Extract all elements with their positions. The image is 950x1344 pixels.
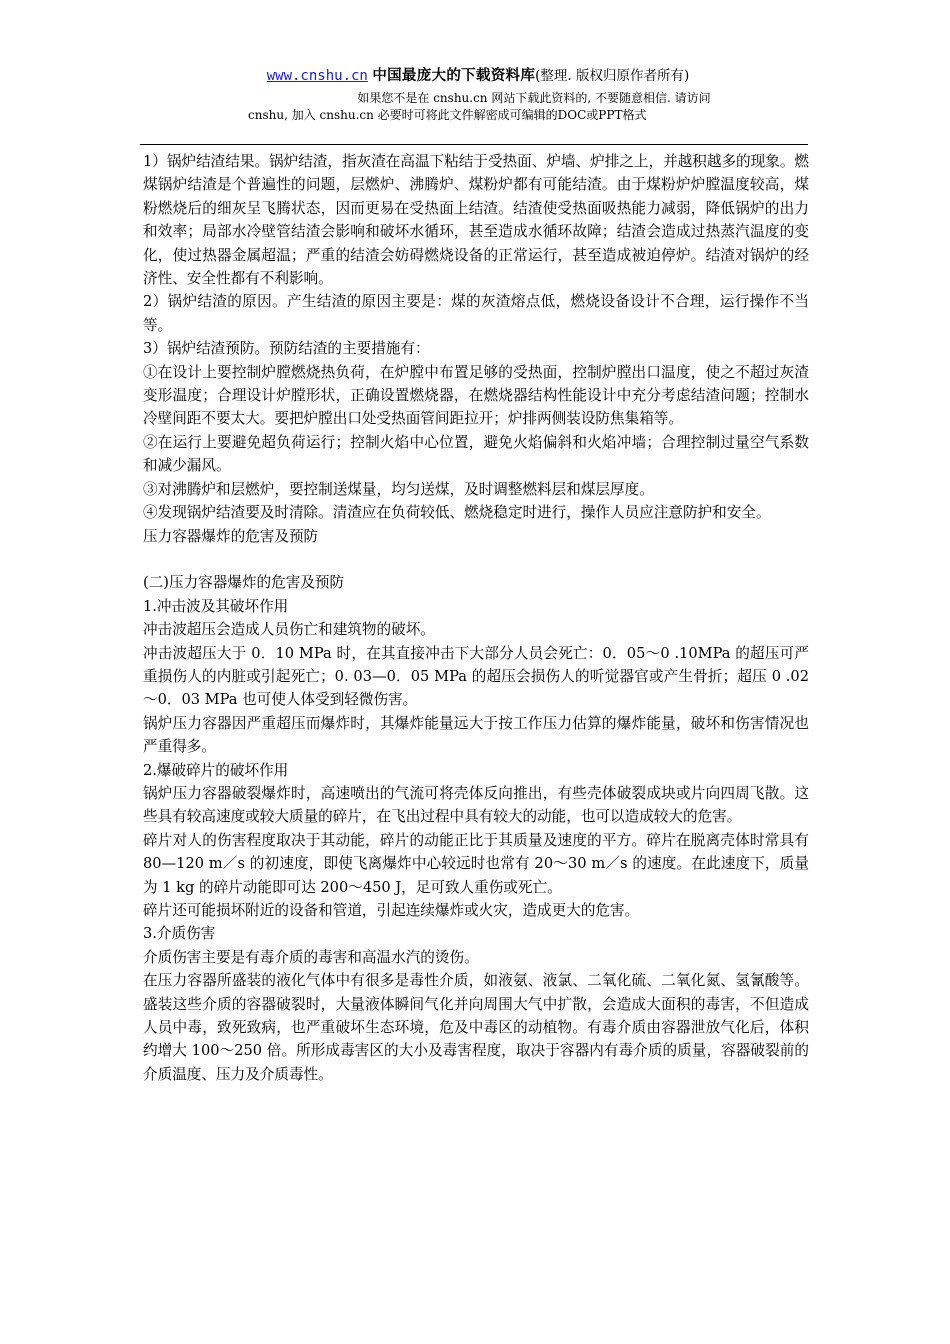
subsection-heading: 2.爆破碎片的破坏作用 <box>143 761 289 779</box>
paragraph: 冲击波超压会造成人员伤亡和建筑物的破坏。 <box>143 621 435 639</box>
site-link[interactable]: www.cnshu.cn <box>266 68 368 84</box>
paragraph: ④发现锅炉结渣要及时清除。清渣应在负荷较低、燃烧稳定时进行，操作人员应注意防护和安全。 <box>143 504 771 522</box>
paragraph: 介质伤害主要是有毒介质的毒害和高温水汽的烫伤。 <box>143 948 479 966</box>
subsection-heading: 3.介质伤害 <box>143 925 216 943</box>
subsection-heading: 1.冲击波及其破坏作用 <box>143 597 289 615</box>
paragraph: 在压力容器所盛装的液化气体中有很多是毒性介质，如液氨、液氯、二氧化硫、二氧化氮、氢氰酸等。盛装这些介质的容器破裂时，大量液体瞬间气化并向周围大气中扩散，会造成大面积的毒害，不但造成人员中毒，致死致病，也严重破坏生态环境，危及中毒区的动植物。有毒介质由容器泄放气化后，体积约增大 100～250 倍。所形成毒害区的大小及毒害程度，取决于容器内有毒介质的质量，容器破裂前的介质温度、压力及介质毒性。 <box>143 972 809 1083</box>
paragraph: 碎片对人的伤害程度取决于其动能，碎片的动能正比于其质量及速度的平方。碎片在脱离壳体时常具有 80—120 m／s 的初速度，即使飞离爆炸中心较远时也常有 20～30 m／s 的速度。在此速度下，质量为 1 kg 的碎片动能即可达 200～450 J，足可致人重伤或死亡。 <box>143 831 809 896</box>
paragraph: 1）锅炉结渣结果。锅炉结渣，指灰渣在高温下粘结于受热面、炉墙、炉排之上，并越积越多的现象。燃煤锅炉结渣是个普遍性的问题，层燃炉、沸腾炉、煤粉炉都有可能结渣。由于煤粉炉炉膛温度较高，煤粉燃烧后的细灰呈飞腾状态，因而更易在受热面上结渣。结渣使受热面吸热能力减弱，降低锅炉的出力和效率；局部水冷壁管结渣会影响和破坏水循环，甚至造成水循环故障；结渣会造成过热蒸汽温度的变化，使过热器金属超温；严重的结渣会妨碍燃烧设备的正常运行，甚至造成被迫停炉。结渣对锅炉的经济性、安全性都有不利影响。 <box>143 153 810 288</box>
paragraph: ②在运行上要避免超负荷运行；控制火焰中心位置，避免火焰偏斜和火焰冲墙；合理控制过量空气系数和减少漏风。 <box>143 433 809 475</box>
paragraph: 锅炉压力容器破裂爆炸时，高速喷出的气流可将壳体反向推出，有些壳体破裂成块或片向四周飞散。这些具有较高速度或较大质量的碎片，在飞出过程中具有较大的动能，也可以造成较大的危害。 <box>143 784 809 826</box>
section-heading: (二)压力容器爆炸的危害及预防 <box>143 574 345 592</box>
header-copyright-note: (整理. 版权归原作者所有) <box>535 68 690 84</box>
paragraph: 冲击波超压大于 0．10 MPa 时，在其直接冲击下大部分人员会死亡：0．05～0 .10MPa 的超压可严重损伤人的内脏或引起死亡；0. 03—0．05 MPa 的超压会损伤人的听觉器官或产生骨折；超压 0 .02～0．03 MPa 也可使人体受到轻微伤害。 <box>143 644 809 709</box>
document-body <box>143 150 809 1086</box>
header-disclaimer-line-2: cnshu, 加入 cnshu.cn 必要时可将此文件解密成可编辑的DOC或PPT格式 <box>248 108 647 122</box>
paragraph: 2）锅炉结渣的原因。产生结渣的原因主要是：煤的灰渣熔点低，燃烧设备设计不合理，运行操作不当等。 <box>143 293 809 334</box>
blank-line <box>143 548 809 571</box>
paragraph: 锅炉压力容器因严重超压而爆炸时，其爆炸能量远大于按工作压力估算的爆炸能量，破坏和伤害情况也严重得多。 <box>143 714 809 756</box>
header-title: 中国最庞大的下载资料库 <box>372 67 536 84</box>
header-banner <box>140 66 808 86</box>
page-header <box>140 66 808 124</box>
header-disclaimer-line-1: 如果您不是在 cnshu.cn 网站下载此资料的, 不要随意相信. 请访问 <box>357 91 711 105</box>
section-heading: 压力容器爆炸的危害及预防 <box>143 527 319 545</box>
paragraph: ③对沸腾炉和层燃炉，要控制送煤量，均匀送煤，及时调整燃料层和煤层厚度。 <box>143 480 654 498</box>
header-divider <box>140 144 808 145</box>
paragraph: ①在设计上要控制炉膛燃烧热负荷，在炉膛中布置足够的受热面，控制炉膛出口温度，使之不超过灰渣变形温度；合理设计炉膛形状，正确设置燃烧器，在燃烧器结构性能设计中充分考虑结渣问题；控制水冷壁间距不要太大。要把炉膛出口处受热面管间距拉开；炉排两侧装设防焦集箱等。 <box>143 363 809 428</box>
paragraph: 3）锅炉结渣预防。预防结渣的主要措施有： <box>143 340 430 358</box>
paragraph: 碎片还可能损坏附近的设备和管道，引起连续爆炸或火灾，造成更大的危害。 <box>143 901 640 919</box>
